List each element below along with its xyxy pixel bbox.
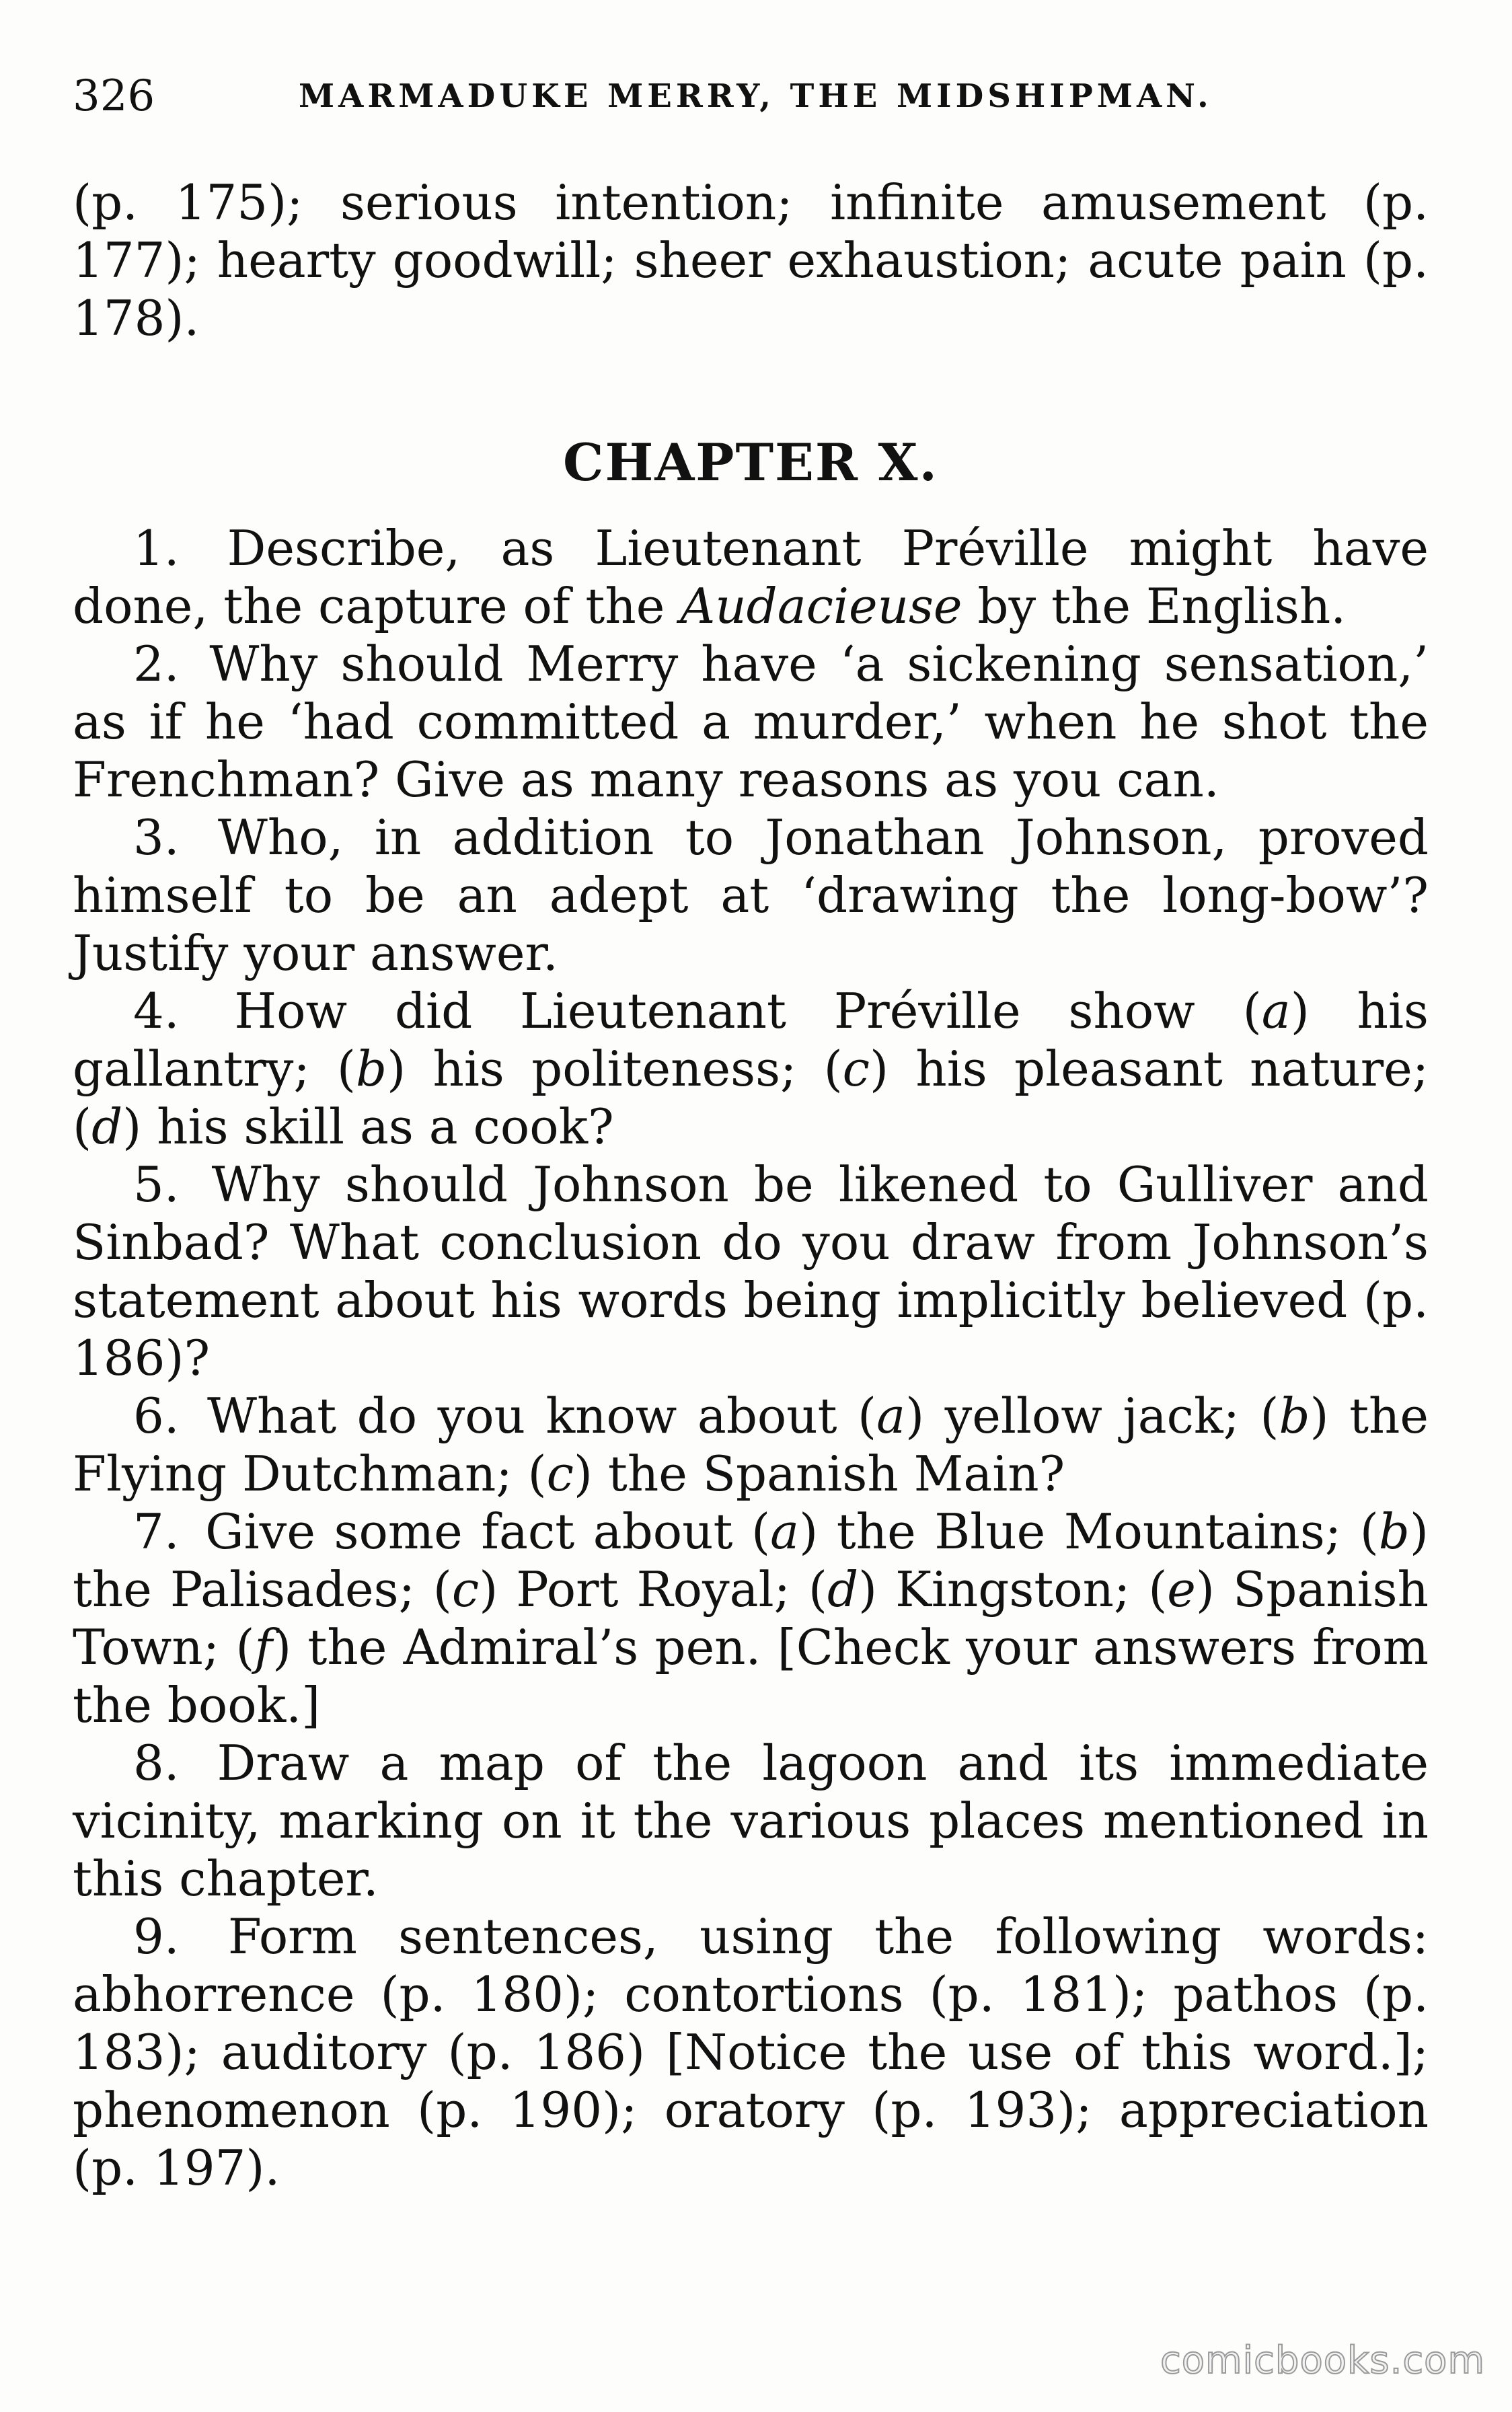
question-text: ) Kingston; ( <box>858 1561 1168 1618</box>
question-text: ) his gallantry; ( <box>73 983 1429 1097</box>
italic-text: c <box>842 1041 870 1097</box>
italic-text: a <box>1261 983 1291 1039</box>
question-text: ) Spanish Town; ( <box>73 1561 1429 1675</box>
question-item <box>73 1908 1429 2197</box>
question-item <box>73 982 1429 1156</box>
question-text: Why should Merry have ‘a sickening sensation,’ as if he ‘had committed a murder,’ when he shot the Frenchman? Give as many reasons as you can. <box>73 636 1429 808</box>
question-number: 1. <box>133 520 220 576</box>
question-text: ) Port Royal; ( <box>479 1561 827 1618</box>
watermark: comicbooks.com <box>1160 2339 1485 2382</box>
running-title: MARMADUKE MERRY, THE MIDSHIPMAN. <box>299 77 1213 115</box>
question-text: ) the Admiral’s pen. [Check your answers from the book.] <box>73 1619 1429 1733</box>
italic-text: b <box>1378 1503 1410 1560</box>
question-number: 2. <box>133 636 202 692</box>
question-text: Describe, as Lieutenant Préville might have done, the capture of the <box>73 520 1429 634</box>
question-text: What do you know about ( <box>206 1388 877 1444</box>
question-number: 9. <box>133 1908 221 1965</box>
question-number: 4. <box>133 983 227 1039</box>
question-text: ) the Spanish Main? <box>573 1445 1065 1502</box>
italic-text: d <box>827 1561 859 1618</box>
italic-text: e <box>1167 1561 1196 1618</box>
question-number: 8. <box>133 1735 210 1791</box>
question-number: 3. <box>133 809 211 866</box>
italic-text: a <box>770 1503 800 1560</box>
italic-text: Audacieuse <box>680 578 962 634</box>
question-text: by the English. <box>962 578 1347 634</box>
question-number: 7. <box>133 1503 198 1560</box>
question-number: 5. <box>133 1156 204 1213</box>
italic-text: a <box>876 1388 906 1444</box>
page-number: 326 <box>73 71 155 121</box>
question-item <box>73 519 1429 635</box>
question-number: 6. <box>133 1388 200 1444</box>
question-text: Form sentences, using the following words: abhorrence (p. 180); contortions (p. 181); pathos (p. 183); auditory (p. 186) [Notice the use of this word.]; phenomenon (p. 190); oratory (p. 193); appreciation (p. 197). <box>73 1908 1429 2196</box>
italic-text: f <box>254 1619 273 1675</box>
italic-text: c <box>546 1445 574 1502</box>
question-item <box>73 1387 1429 1503</box>
question-text: Why should Johnson be likened to Gulliver and Sinbad? What conclusion do you draw from Johnson’s statement about his words being implicitly believed (p. 186)? <box>73 1156 1429 1386</box>
page-content <box>73 174 1429 2197</box>
question-text: Who, in addition to Jonathan Johnson, proved himself to be an adept at ‘drawing the long-bow’? Justify your answer. <box>73 809 1429 981</box>
question-text: ) his pleasant nature; ( <box>73 1041 1429 1155</box>
italic-text: d <box>91 1098 123 1155</box>
italic-text: b <box>1279 1388 1310 1444</box>
question-text: ) the Palisades; ( <box>73 1503 1429 1618</box>
question-text: Draw a map of the lagoon and its immediate vicinity, marking on it the various places mentioned in this chapter. <box>73 1735 1429 1907</box>
question-text: ) his skill as a cook? <box>122 1098 614 1155</box>
intro-paragraph: (p. 175); serious intention; infinite amusement (p. 177); hearty goodwill; sheer exhaustion; acute pain (p. 178). <box>73 174 1429 346</box>
question-text: Give some fact about ( <box>205 1503 771 1560</box>
question-text: ) his politeness; ( <box>387 1041 843 1097</box>
chapter-heading: CHAPTER X. <box>563 432 938 492</box>
question-list <box>73 519 1429 2197</box>
italic-text: b <box>356 1041 387 1097</box>
question-item <box>73 635 1429 808</box>
question-item <box>73 1503 1429 1734</box>
italic-text: c <box>451 1561 480 1618</box>
question-text: ) the Blue Mountains; ( <box>799 1503 1379 1560</box>
question-item <box>73 1734 1429 1908</box>
question-text: ) the Flying Dutchman; ( <box>73 1388 1429 1502</box>
question-item <box>73 808 1429 982</box>
running-head <box>73 66 1431 126</box>
question-item <box>73 1156 1429 1387</box>
question-text: ) yellow jack; ( <box>905 1388 1279 1444</box>
question-text: How did Lieutenant Préville show ( <box>234 983 1262 1039</box>
